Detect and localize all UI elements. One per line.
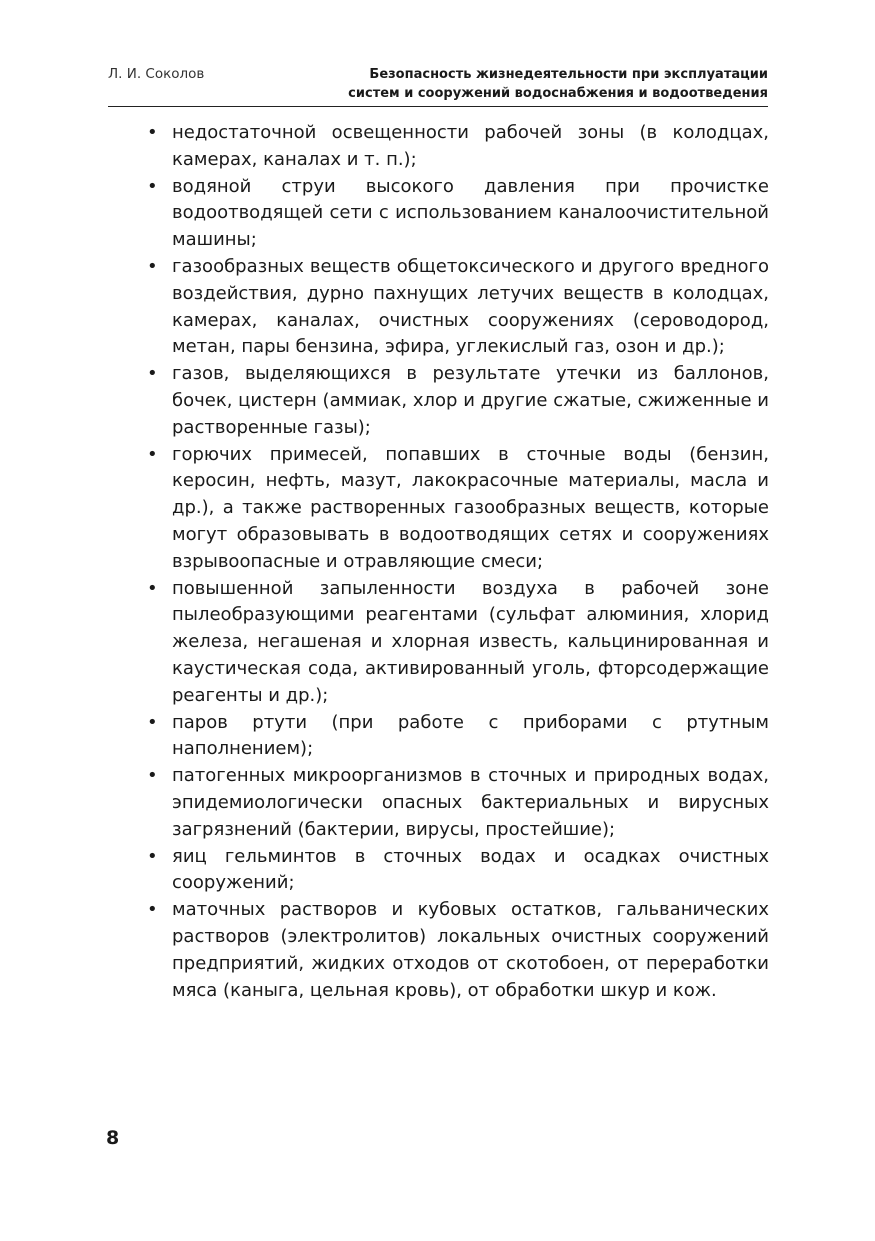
list-item: [145, 844, 769, 898]
list-item: [145, 361, 769, 441]
list-item-text: газов, выделяющихся в результате утечки из баллонов, бочек, цистерн (аммиак, хлор и другие сжатые, сжиженные и растворенные газы);: [172, 363, 769, 438]
bullet-icon: •: [147, 765, 158, 787]
bullet-icon: •: [147, 175, 158, 197]
page-header: [108, 62, 768, 107]
list-item-text: водяной струи высокого давления при прочистке водоотводящей сети с использованием каналоочистительной машины;: [172, 175, 769, 251]
list-item-text: яиц гельминтов в сточных водах и осадках очистных сооружений;: [172, 845, 769, 894]
bullet-icon: •: [147, 363, 158, 385]
list-item-text: маточных растворов и кубовых остатков, гальванических растворов (электролитов) локальных очистных сооружений предприятий, жидких отходов от скотобоен, от переработки мяса (каныга, цельная кровь), от обработки шкур и кож.: [172, 899, 769, 1001]
list-item-text: недостаточной освещенности рабочей зоны (в колодцах, камерах, каналах и т. п.);: [172, 122, 769, 170]
bullet-icon: •: [147, 577, 158, 599]
book-title-line-1: Безопасность жизнедеятельности при эксплуатации: [369, 67, 768, 82]
list-item-text: горючих примесей, попавших в сточные воды (бензин, керосин, нефть, мазут, лакокрасочные материалы, масла и др.), а также растворенных газообразных веществ, которые могут образовывать в водоотводящих сетях и сооружениях взрывоопасные и отравляющие смеси;: [172, 443, 769, 572]
book-title: [348, 65, 768, 103]
list-item: [145, 442, 769, 576]
book-title-line-2: систем и сооружений водоснабжения и водоотведения: [348, 86, 768, 101]
bullet-icon: •: [147, 711, 158, 733]
list-item-text: паров ртути (при работе с приборами с ртутным наполнением);: [172, 711, 769, 760]
list-item: [145, 576, 769, 710]
list-item-text: патогенных микроорганизмов в сточных и природных водах, эпидемиологически опасных бактериальных и вирусных загрязнений (бактерии, вирусы, простейшие);: [172, 765, 769, 840]
list-item: [145, 710, 769, 764]
list-item-text: газообразных веществ общетоксического и другого вредного воздействия, дурно пахнущих летучих веществ в колодцах, камерах, каналах, очистных сооружениях (сероводород, метан, пары бензина, эфира, углекислый газ, озон и др.);: [172, 255, 769, 358]
bullet-icon: •: [147, 845, 158, 867]
bullet-icon: •: [147, 255, 158, 277]
bullet-icon: •: [147, 122, 158, 143]
page-number: 8: [106, 1127, 120, 1149]
list-item: [145, 120, 769, 174]
list-item: [145, 174, 769, 254]
list-item: [145, 254, 769, 361]
list-item: [145, 897, 769, 1004]
hazard-list: [145, 120, 769, 1004]
bullet-icon: •: [147, 899, 158, 921]
bullet-icon: •: [147, 443, 158, 465]
list-item: [145, 763, 769, 843]
list-item-text: повышенной запыленности воздуха в рабочей зоне пылеобразующими реагентами (сульфат алюминия, хлорид железа, негашеная и хлорная известь, кальцинированная и каустическая сода, активированный уголь, фторсодержащие реагенты и др.);: [172, 577, 769, 706]
author-name: Л. И. Соколов: [108, 66, 205, 82]
